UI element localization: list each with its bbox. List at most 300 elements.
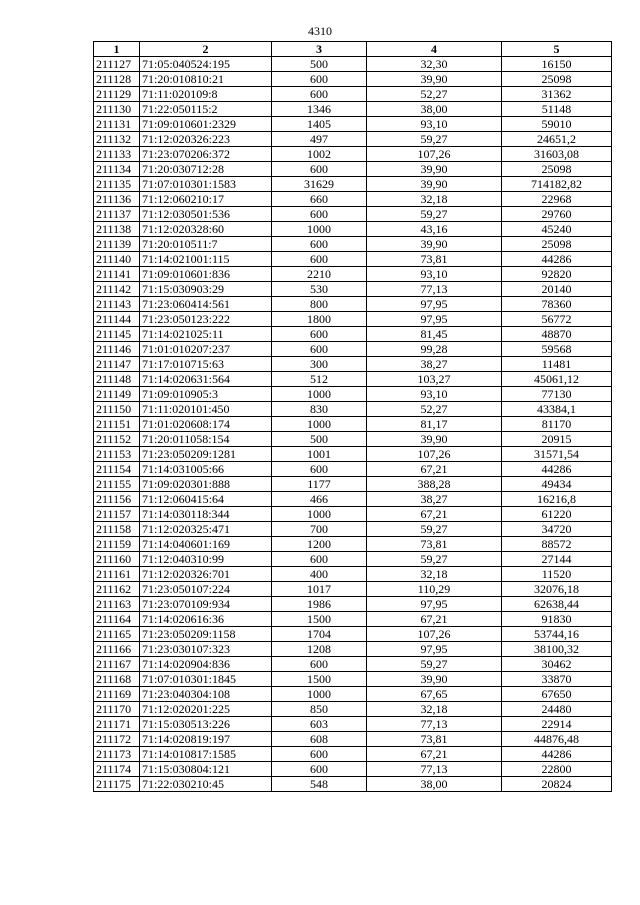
table-cell-col-3: 660 xyxy=(272,192,367,207)
table-cell-col-2: 71:23:070109:934 xyxy=(140,597,272,612)
table-row xyxy=(94,327,612,342)
table-cell-col-3: 600 xyxy=(272,552,367,567)
table-cell-col-4: 59,27 xyxy=(367,552,502,567)
table-cell-col-3: 600 xyxy=(272,252,367,267)
table-row xyxy=(94,387,612,402)
table-row xyxy=(94,87,612,102)
table-cell-col-5: 30462 xyxy=(502,657,612,672)
table-cell-col-2: 71:14:020819:197 xyxy=(140,732,272,747)
table-cell-col-5: 56772 xyxy=(502,312,612,327)
table-cell-col-5: 44286 xyxy=(502,462,612,477)
table-cell-col-3: 1500 xyxy=(272,612,367,627)
table-cell-col-2: 71:12:060210:17 xyxy=(140,192,272,207)
table-cell-col-3: 1001 xyxy=(272,447,367,462)
table-cell-col-1: 211165 xyxy=(94,627,140,642)
table-cell-col-5: 24480 xyxy=(502,702,612,717)
table-cell-col-4: 32,18 xyxy=(367,567,502,582)
table-row xyxy=(94,702,612,717)
table-row xyxy=(94,672,612,687)
table-cell-col-1: 211137 xyxy=(94,207,140,222)
table-cell-col-4: 52,27 xyxy=(367,402,502,417)
table-cell-col-1: 211174 xyxy=(94,762,140,777)
table-cell-col-4: 32,18 xyxy=(367,702,502,717)
table-cell-col-4: 77,13 xyxy=(367,762,502,777)
table-cell-col-5: 77130 xyxy=(502,387,612,402)
table-cell-col-4: 107,26 xyxy=(367,147,502,162)
table-cell-col-1: 211161 xyxy=(94,567,140,582)
table-cell-col-1: 211130 xyxy=(94,102,140,117)
table-cell-col-2: 71:22:050115:2 xyxy=(140,102,272,117)
column-header-3: 3 xyxy=(272,42,367,57)
header-row xyxy=(94,42,612,57)
table-cell-col-2: 71:07:010301:1845 xyxy=(140,672,272,687)
table-cell-col-5: 51148 xyxy=(502,102,612,117)
table-cell-col-4: 77,13 xyxy=(367,717,502,732)
table-row xyxy=(94,267,612,282)
table-row xyxy=(94,252,612,267)
table-cell-col-5: 31603,08 xyxy=(502,147,612,162)
table-cell-col-3: 800 xyxy=(272,297,367,312)
table-cell-col-3: 600 xyxy=(272,72,367,87)
table-row xyxy=(94,57,612,72)
table-cell-col-4: 103,27 xyxy=(367,372,502,387)
table-cell-col-4: 97,95 xyxy=(367,597,502,612)
table-cell-col-1: 211170 xyxy=(94,702,140,717)
table-cell-col-2: 71:20:030712:28 xyxy=(140,162,272,177)
table-cell-col-3: 548 xyxy=(272,777,367,792)
table-cell-col-2: 71:09:010601:836 xyxy=(140,267,272,282)
table-cell-col-1: 211128 xyxy=(94,72,140,87)
table-cell-col-2: 71:23:070206:372 xyxy=(140,147,272,162)
table-row xyxy=(94,282,612,297)
table-cell-col-4: 38,00 xyxy=(367,777,502,792)
table-row xyxy=(94,402,612,417)
table-cell-col-2: 71:12:020201:225 xyxy=(140,702,272,717)
table-body xyxy=(94,57,612,792)
table-cell-col-2: 71:01:010207:237 xyxy=(140,342,272,357)
table-cell-col-1: 211166 xyxy=(94,642,140,657)
table-cell-col-5: 31362 xyxy=(502,87,612,102)
table-cell-col-4: 59,27 xyxy=(367,657,502,672)
table-row xyxy=(94,597,612,612)
table-cell-col-5: 88572 xyxy=(502,537,612,552)
table-cell-col-2: 71:14:021001:115 xyxy=(140,252,272,267)
table-cell-col-3: 1800 xyxy=(272,312,367,327)
table-row xyxy=(94,717,612,732)
table-cell-col-5: 32076,18 xyxy=(502,582,612,597)
table-cell-col-3: 830 xyxy=(272,402,367,417)
table-row xyxy=(94,492,612,507)
table-cell-col-5: 11481 xyxy=(502,357,612,372)
table-cell-col-5: 24651,2 xyxy=(502,132,612,147)
table-cell-col-4: 97,95 xyxy=(367,642,502,657)
table-cell-col-5: 45240 xyxy=(502,222,612,237)
table-cell-col-5: 91830 xyxy=(502,612,612,627)
table-cell-col-3: 700 xyxy=(272,522,367,537)
table-cell-col-1: 211152 xyxy=(94,432,140,447)
table-cell-col-4: 38,00 xyxy=(367,102,502,117)
table-cell-col-4: 43,16 xyxy=(367,222,502,237)
table-row xyxy=(94,102,612,117)
table-cell-col-2: 71:14:040601:169 xyxy=(140,537,272,552)
table-cell-col-3: 1986 xyxy=(272,597,367,612)
table-cell-col-5: 16216,8 xyxy=(502,492,612,507)
table-cell-col-5: 92820 xyxy=(502,267,612,282)
table-cell-col-2: 71:20:011058:154 xyxy=(140,432,272,447)
table-row xyxy=(94,132,612,147)
table-cell-col-2: 71:12:020328:60 xyxy=(140,222,272,237)
table-cell-col-2: 71:20:010810:21 xyxy=(140,72,272,87)
table-cell-col-1: 211163 xyxy=(94,597,140,612)
table-cell-col-4: 39,90 xyxy=(367,162,502,177)
table-row xyxy=(94,117,612,132)
table-row xyxy=(94,522,612,537)
table-cell-col-5: 67650 xyxy=(502,687,612,702)
table-cell-col-2: 71:23:030107:323 xyxy=(140,642,272,657)
table-cell-col-3: 300 xyxy=(272,357,367,372)
table-cell-col-2: 71:12:030501:536 xyxy=(140,207,272,222)
table-cell-col-2: 71:15:030903:29 xyxy=(140,282,272,297)
table-cell-col-5: 31571,54 xyxy=(502,447,612,462)
table-cell-col-3: 600 xyxy=(272,762,367,777)
table-cell-col-1: 211162 xyxy=(94,582,140,597)
table-row xyxy=(94,687,612,702)
table-cell-col-1: 211171 xyxy=(94,717,140,732)
table-cell-col-4: 67,21 xyxy=(367,462,502,477)
table-cell-col-4: 52,27 xyxy=(367,87,502,102)
table-row xyxy=(94,732,612,747)
table-row xyxy=(94,762,612,777)
table-cell-col-2: 71:14:021025:11 xyxy=(140,327,272,342)
table-cell-col-2: 71:17:010715:63 xyxy=(140,357,272,372)
table-row xyxy=(94,777,612,792)
table-row xyxy=(94,177,612,192)
table-cell-col-4: 32,18 xyxy=(367,192,502,207)
table-cell-col-3: 1500 xyxy=(272,672,367,687)
table-cell-col-1: 211157 xyxy=(94,507,140,522)
table-row xyxy=(94,222,612,237)
table-cell-col-1: 211156 xyxy=(94,492,140,507)
table-cell-col-2: 71:15:030513:226 xyxy=(140,717,272,732)
table-cell-col-5: 78360 xyxy=(502,297,612,312)
table-cell-col-5: 49434 xyxy=(502,477,612,492)
table-cell-col-5: 25098 xyxy=(502,72,612,87)
table-cell-col-4: 59,27 xyxy=(367,132,502,147)
table-cell-col-4: 107,26 xyxy=(367,627,502,642)
table-cell-col-3: 608 xyxy=(272,732,367,747)
table-cell-col-2: 71:01:020608:174 xyxy=(140,417,272,432)
table-row xyxy=(94,612,612,627)
table-cell-col-1: 211129 xyxy=(94,87,140,102)
table-cell-col-3: 512 xyxy=(272,372,367,387)
table-cell-col-1: 211127 xyxy=(94,57,140,72)
table-cell-col-2: 71:22:030210:45 xyxy=(140,777,272,792)
table-cell-col-1: 211155 xyxy=(94,477,140,492)
table-cell-col-4: 93,10 xyxy=(367,267,502,282)
table-cell-col-1: 211135 xyxy=(94,177,140,192)
table-cell-col-5: 27144 xyxy=(502,552,612,567)
table-cell-col-1: 211160 xyxy=(94,552,140,567)
table-cell-col-3: 1000 xyxy=(272,222,367,237)
table-cell-col-3: 600 xyxy=(272,342,367,357)
table-cell-col-5: 59010 xyxy=(502,117,612,132)
column-header-4: 4 xyxy=(367,42,502,57)
table-cell-col-1: 211167 xyxy=(94,657,140,672)
table-cell-col-1: 211139 xyxy=(94,237,140,252)
table-cell-col-2: 71:14:020904:836 xyxy=(140,657,272,672)
table-cell-col-4: 110,29 xyxy=(367,582,502,597)
table-cell-col-5: 43384,1 xyxy=(502,402,612,417)
table-row xyxy=(94,147,612,162)
table-cell-col-5: 29760 xyxy=(502,207,612,222)
table-cell-col-3: 1017 xyxy=(272,582,367,597)
table-cell-col-2: 71:14:020616:36 xyxy=(140,612,272,627)
table-row xyxy=(94,372,612,387)
data-table xyxy=(93,41,612,792)
table-cell-col-1: 211158 xyxy=(94,522,140,537)
table-cell-col-5: 48870 xyxy=(502,327,612,342)
table-cell-col-3: 603 xyxy=(272,717,367,732)
table-cell-col-3: 600 xyxy=(272,747,367,762)
table-cell-col-1: 211143 xyxy=(94,297,140,312)
table-cell-col-3: 1000 xyxy=(272,687,367,702)
table-cell-col-2: 71:14:020631:564 xyxy=(140,372,272,387)
table-cell-col-1: 211151 xyxy=(94,417,140,432)
table-cell-col-5: 22914 xyxy=(502,717,612,732)
table-cell-col-3: 497 xyxy=(272,132,367,147)
table-row xyxy=(94,417,612,432)
table-cell-col-5: 22800 xyxy=(502,762,612,777)
table-cell-col-3: 500 xyxy=(272,57,367,72)
table-cell-col-1: 211147 xyxy=(94,357,140,372)
table-row xyxy=(94,462,612,477)
table-cell-col-3: 1000 xyxy=(272,417,367,432)
table-cell-col-1: 211154 xyxy=(94,462,140,477)
table-cell-col-3: 400 xyxy=(272,567,367,582)
table-cell-col-4: 73,81 xyxy=(367,732,502,747)
table-cell-col-2: 71:23:060414:561 xyxy=(140,297,272,312)
table-cell-col-4: 81,17 xyxy=(367,417,502,432)
table-cell-col-1: 211131 xyxy=(94,117,140,132)
table-cell-col-5: 62638,44 xyxy=(502,597,612,612)
table-cell-col-4: 73,81 xyxy=(367,537,502,552)
table-cell-col-1: 211142 xyxy=(94,282,140,297)
table-row xyxy=(94,237,612,252)
table-cell-col-3: 1000 xyxy=(272,507,367,522)
table-cell-col-2: 71:05:040524:195 xyxy=(140,57,272,72)
table-cell-col-4: 93,10 xyxy=(367,387,502,402)
table-cell-col-5: 714182,82 xyxy=(502,177,612,192)
table-row xyxy=(94,582,612,597)
table-row xyxy=(94,657,612,672)
table-cell-col-3: 466 xyxy=(272,492,367,507)
table-cell-col-4: 81,45 xyxy=(367,327,502,342)
table-cell-col-2: 71:07:010301:1583 xyxy=(140,177,272,192)
table-cell-col-1: 211173 xyxy=(94,747,140,762)
table-cell-col-2: 71:15:030804:121 xyxy=(140,762,272,777)
table-row xyxy=(94,297,612,312)
table-cell-col-3: 1177 xyxy=(272,477,367,492)
table-cell-col-2: 71:23:050123:222 xyxy=(140,312,272,327)
table-row xyxy=(94,432,612,447)
table-row xyxy=(94,507,612,522)
table-row xyxy=(94,357,612,372)
table-cell-col-5: 20915 xyxy=(502,432,612,447)
table-cell-col-5: 38100,32 xyxy=(502,642,612,657)
table-cell-col-4: 67,21 xyxy=(367,747,502,762)
table-row xyxy=(94,447,612,462)
table-cell-col-4: 59,27 xyxy=(367,207,502,222)
table-cell-col-4: 32,30 xyxy=(367,57,502,72)
table-row xyxy=(94,627,612,642)
table-cell-col-3: 850 xyxy=(272,702,367,717)
table-cell-col-5: 34720 xyxy=(502,522,612,537)
table-row xyxy=(94,537,612,552)
table-cell-col-4: 67,65 xyxy=(367,687,502,702)
table-row xyxy=(94,207,612,222)
table-row xyxy=(94,192,612,207)
table-cell-col-2: 71:09:010601:2329 xyxy=(140,117,272,132)
table-cell-col-4: 107,26 xyxy=(367,447,502,462)
table-cell-col-4: 59,27 xyxy=(367,522,502,537)
table-cell-col-3: 1000 xyxy=(272,387,367,402)
table-cell-col-3: 1704 xyxy=(272,627,367,642)
table-cell-col-4: 99,28 xyxy=(367,342,502,357)
table-cell-col-1: 211145 xyxy=(94,327,140,342)
table-cell-col-1: 211133 xyxy=(94,147,140,162)
column-header-2: 2 xyxy=(140,42,272,57)
table-cell-col-1: 211168 xyxy=(94,672,140,687)
table-cell-col-2: 71:12:020325:471 xyxy=(140,522,272,537)
table-cell-col-4: 67,21 xyxy=(367,507,502,522)
table-cell-col-3: 500 xyxy=(272,432,367,447)
table-cell-col-2: 71:11:020101:450 xyxy=(140,402,272,417)
table-cell-col-5: 20824 xyxy=(502,777,612,792)
table-cell-col-4: 77,13 xyxy=(367,282,502,297)
table-cell-col-3: 600 xyxy=(272,162,367,177)
column-header-5: 5 xyxy=(502,42,612,57)
table-cell-col-5: 81170 xyxy=(502,417,612,432)
table-cell-col-1: 211132 xyxy=(94,132,140,147)
table-cell-col-4: 97,95 xyxy=(367,297,502,312)
table-cell-col-5: 44286 xyxy=(502,252,612,267)
table-cell-col-1: 211148 xyxy=(94,372,140,387)
table-cell-col-4: 93,10 xyxy=(367,117,502,132)
table-cell-col-3: 600 xyxy=(272,237,367,252)
table-cell-col-1: 211144 xyxy=(94,312,140,327)
table-cell-col-3: 1346 xyxy=(272,102,367,117)
table-cell-col-1: 211136 xyxy=(94,192,140,207)
table-cell-col-2: 71:23:050107:224 xyxy=(140,582,272,597)
table-cell-col-5: 22968 xyxy=(502,192,612,207)
table-cell-col-5: 20140 xyxy=(502,282,612,297)
table-cell-col-1: 211153 xyxy=(94,447,140,462)
table-cell-col-2: 71:11:020109:8 xyxy=(140,87,272,102)
table-cell-col-4: 97,95 xyxy=(367,312,502,327)
table-cell-col-3: 600 xyxy=(272,87,367,102)
table-cell-col-1: 211149 xyxy=(94,387,140,402)
table-cell-col-4: 39,90 xyxy=(367,177,502,192)
table-cell-col-3: 530 xyxy=(272,282,367,297)
table-cell-col-3: 600 xyxy=(272,462,367,477)
table-cell-col-1: 211134 xyxy=(94,162,140,177)
table-cell-col-4: 39,90 xyxy=(367,672,502,687)
table-row xyxy=(94,342,612,357)
table-row xyxy=(94,162,612,177)
table-cell-col-1: 211146 xyxy=(94,342,140,357)
table-cell-col-4: 38,27 xyxy=(367,357,502,372)
table-cell-col-3: 600 xyxy=(272,207,367,222)
table-cell-col-2: 71:14:030118:344 xyxy=(140,507,272,522)
table-cell-col-2: 71:12:060415:64 xyxy=(140,492,272,507)
table-cell-col-1: 211159 xyxy=(94,537,140,552)
table-row xyxy=(94,477,612,492)
table-cell-col-5: 25098 xyxy=(502,162,612,177)
table-cell-col-5: 59568 xyxy=(502,342,612,357)
table-cell-col-3: 1002 xyxy=(272,147,367,162)
table-cell-col-2: 71:23:040304:108 xyxy=(140,687,272,702)
table-cell-col-5: 33870 xyxy=(502,672,612,687)
table-cell-col-2: 71:12:020326:223 xyxy=(140,132,272,147)
table-cell-col-3: 600 xyxy=(272,657,367,672)
table-cell-col-4: 73,81 xyxy=(367,252,502,267)
table-cell-col-5: 44286 xyxy=(502,747,612,762)
table-cell-col-1: 211150 xyxy=(94,402,140,417)
table-cell-col-1: 211138 xyxy=(94,222,140,237)
table-cell-col-1: 211164 xyxy=(94,612,140,627)
table-row xyxy=(94,642,612,657)
table-cell-col-4: 388,28 xyxy=(367,477,502,492)
table-row xyxy=(94,747,612,762)
table-cell-col-2: 71:23:050209:1281 xyxy=(140,447,272,462)
table-cell-col-1: 211140 xyxy=(94,252,140,267)
table-cell-col-3: 600 xyxy=(272,327,367,342)
table-cell-col-1: 211172 xyxy=(94,732,140,747)
table-cell-col-1: 211175 xyxy=(94,777,140,792)
table-cell-col-4: 38,27 xyxy=(367,492,502,507)
table-cell-col-2: 71:20:010511:7 xyxy=(140,237,272,252)
table-cell-col-2: 71:12:040310:99 xyxy=(140,552,272,567)
table-cell-col-5: 44876,48 xyxy=(502,732,612,747)
table-cell-col-1: 211169 xyxy=(94,687,140,702)
table-cell-col-3: 2210 xyxy=(272,267,367,282)
table-row xyxy=(94,552,612,567)
table-cell-col-5: 53744,16 xyxy=(502,627,612,642)
table-cell-col-3: 1405 xyxy=(272,117,367,132)
table-cell-col-5: 16150 xyxy=(502,57,612,72)
table-cell-col-4: 39,90 xyxy=(367,432,502,447)
table-cell-col-4: 67,21 xyxy=(367,612,502,627)
table-cell-col-5: 61220 xyxy=(502,507,612,522)
table-row xyxy=(94,567,612,582)
table-cell-col-2: 71:09:020301:888 xyxy=(140,477,272,492)
table-cell-col-2: 71:14:031005:66 xyxy=(140,462,272,477)
table-row xyxy=(94,312,612,327)
column-header-1: 1 xyxy=(94,42,140,57)
table-cell-col-2: 71:23:050209:1158 xyxy=(140,627,272,642)
table-cell-col-5: 45061,12 xyxy=(502,372,612,387)
table-cell-col-2: 71:14:010817:1585 xyxy=(140,747,272,762)
table-cell-col-3: 1200 xyxy=(272,537,367,552)
table-cell-col-3: 31629 xyxy=(272,177,367,192)
table-cell-col-4: 39,90 xyxy=(367,72,502,87)
table-cell-col-5: 11520 xyxy=(502,567,612,582)
table-cell-col-2: 71:12:020326:701 xyxy=(140,567,272,582)
table-cell-col-5: 25098 xyxy=(502,237,612,252)
page-number: 4310 xyxy=(308,24,332,38)
table-row xyxy=(94,72,612,87)
table-cell-col-3: 1208 xyxy=(272,642,367,657)
